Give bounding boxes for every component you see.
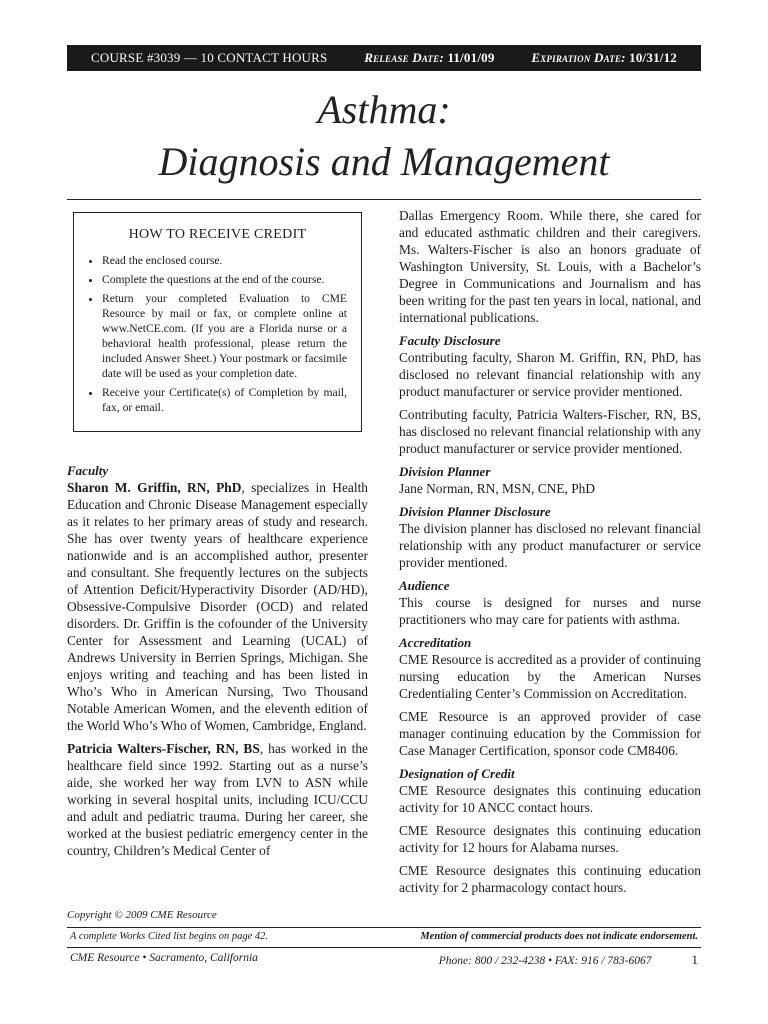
division-planner-disclosure-text: The division planner has disclosed no relevant financial relationship with any product manufacturer or service provider mentioned. — [399, 521, 701, 570]
division-planner-name: Jane Norman, RN, MSN, CNE, PhD — [399, 481, 596, 496]
faculty-text-griffin: , specializes in Health Education and Chronic Disease Management especially as it relates to her primary areas of study and research. She has over twenty years of healthcare experience nationwide and is an accomplished author, presenter and consultant. She frequently lectures on the subjects of Attention Deficit/Hyperactivity Disorder (AD/HD), Obsessive-Compulsive Disorder (OCD) and related disorders. Dr. Griffin is the cofounder of the University Center for Assessment and Learning (UCAL) of Andrews University in Berrien Springs, Michigan. She enjoys writing and teaching and has been listed in Who’s Who in American Nursing, Two Thousand Notable American Women, and the eleventh edition of the World Who’s Who of Women, Cambridge, England. — [67, 480, 368, 733]
left-column — [67, 212, 368, 859]
release-date-label: Release Date: — [364, 50, 444, 65]
list-item: • Read the enclosed course. — [102, 253, 347, 268]
footer-divider-bottom — [67, 947, 701, 948]
division-planner-heading: Division Planner — [399, 464, 491, 479]
works-cited-note: A complete Works Cited list begins on page 42. — [70, 931, 269, 942]
faculty-disclosure-heading: Faculty Disclosure — [399, 333, 501, 348]
designation-heading: Designation of Credit — [399, 766, 515, 781]
audience-heading: Audience — [399, 578, 450, 593]
accreditation-heading: Accreditation — [399, 635, 472, 650]
title-line-1: Asthma: — [317, 87, 451, 132]
credit-steps-list — [88, 253, 347, 415]
faculty-name-walters-fischer: Patricia Walters-Fischer, RN, BS — [67, 741, 260, 756]
course-header-bar — [67, 45, 701, 71]
title-line-2: Diagnosis and Management — [158, 139, 610, 184]
footer-contact — [439, 952, 698, 968]
footer-divider-top — [67, 927, 701, 928]
faculty-bio-walters-fischer — [67, 740, 368, 859]
designation-pharmacology: CME Resource designates this continuing education activity for 2 pharmacology contact hours. — [399, 863, 701, 895]
right-column — [399, 207, 701, 896]
faculty-bio-continued: Dallas Emergency Room. While there, she cared for and educated asthmatic children and their caregivers. Ms. Walters-Fischer is also an honors graduate of Washington University, St. Louis, with a Bachelor’s Degree in Communications and Journalism and has been writing for the past ten years in local, national, and international publications. — [399, 208, 701, 325]
division-planner-disclosure-heading: Division Planner Disclosure — [399, 504, 551, 519]
list-item: • Complete the questions at the end of the course. — [102, 272, 347, 287]
list-item: • Receive your Certificate(s) of Completion by mail, fax, or email. — [102, 385, 347, 415]
page-title — [0, 84, 768, 188]
accreditation-ancc: CME Resource is accredited as a provider of continuing nursing education by the American Nurses Credentialing Center’s Commission on Accreditation. — [399, 652, 701, 701]
faculty-bio-griffin — [67, 479, 368, 734]
list-item: • Return your completed Evaluation to CME Resource by mail or fax, or complete online at www.NetCE.com. (If you are a Florida nurse or a behavioral health professional, please return the included Answer Sheet.) Your postmark or facsimile date will be used as your completion date. — [102, 291, 347, 381]
release-date — [364, 50, 494, 66]
expiration-date — [531, 50, 677, 66]
expiration-date-label: Expiration Date: — [531, 50, 626, 65]
designation-alabama: CME Resource designates this continuing education activity for 12 hours for Alabama nurses. — [399, 823, 701, 855]
contact-numbers: Phone: 800 / 232-4238 • FAX: 916 / 783-6067 — [438, 955, 652, 967]
page-footer — [70, 952, 698, 968]
accreditation-cccm: CME Resource is an approved provider of case manager continuing education by the Commission for Case Manager Certification, sponsor code CM8406. — [399, 709, 701, 758]
credit-box-heading: HOW TO RECEIVE CREDIT — [128, 227, 307, 242]
course-number: COURSE #3039 — 10 CONTACT HOURS — [91, 50, 328, 65]
copyright: Copyright © 2009 CME Resource — [67, 909, 217, 921]
faculty-disclosure-walters-fischer: Contributing faculty, Patricia Walters-Fischer, RN, BS, has disclosed no relevant financial relationship with any product manufacturer or service provider mentioned. — [399, 407, 701, 456]
credit-box — [73, 212, 362, 432]
faculty-heading: Faculty — [67, 463, 109, 478]
faculty-text-walters-fischer: , has worked in the healthcare field since 1992. Starting out as a nurse’s aide, she worked her way from LVN to ASN while working in several hospital units, including ICU/CCU and adult and pediatric trauma. During her career, she worked at the busiest pediatric emergency center in the country, Children’s Medical Center of — [67, 741, 368, 858]
footer-notes — [70, 931, 698, 942]
designation-ancc: CME Resource designates this continuing education activity for 10 ANCC contact hours. — [399, 783, 701, 815]
audience-text: This course is designed for nurses and nurse practitioners who may care for patients with asthma. — [399, 595, 701, 627]
faculty-name-griffin: Sharon M. Griffin, RN, PhD — [67, 480, 242, 495]
page-number: 1 — [691, 952, 698, 967]
expiration-date-value: 10/31/12 — [629, 50, 677, 65]
faculty-disclosure-griffin: Contributing faculty, Sharon M. Griffin, RN, PhD, has disclosed no relevant financial relationship with any product manufacturer or service provider mentioned. — [399, 350, 701, 399]
title-divider — [67, 199, 701, 200]
publisher: CME Resource • Sacramento, California — [70, 952, 258, 964]
release-date-value: 11/01/09 — [447, 50, 495, 65]
endorsement-note: Mention of commercial products does not indicate endorsement. — [420, 931, 698, 942]
